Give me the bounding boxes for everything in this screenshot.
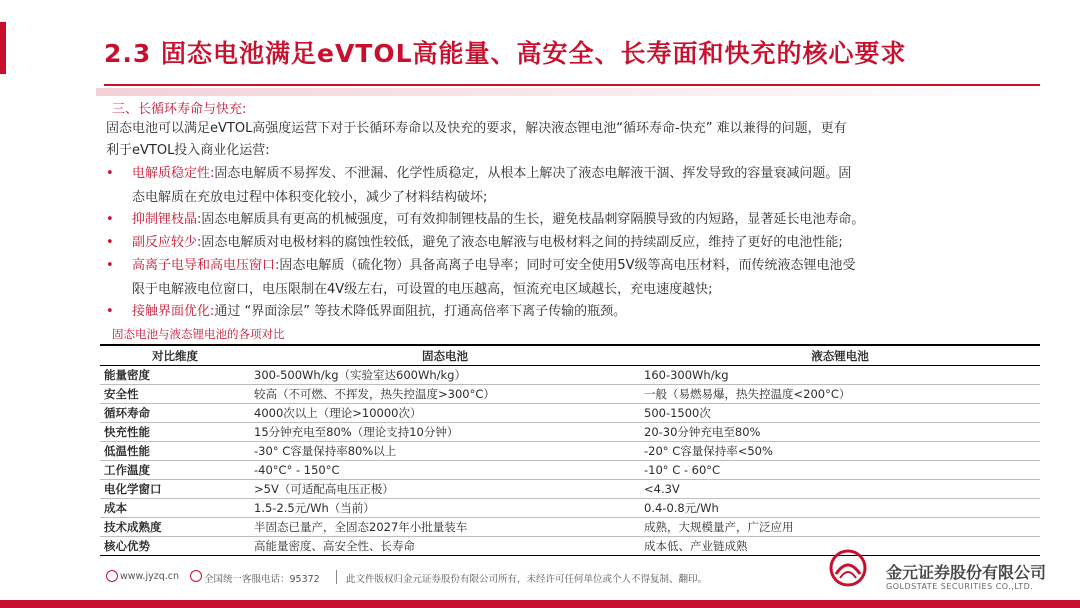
cell-liquid: 成熟，大规模量产，广泛应用	[640, 518, 1040, 537]
table-header-row	[100, 345, 1040, 366]
table-row	[100, 518, 1040, 537]
page-title: 2.3 固态电池满足eVTOL高能量、高安全、长寿面和快充的核心要求	[104, 39, 907, 68]
brand-name-en: GOLDSTATE SECURITIES CO.,LTD.	[886, 582, 1034, 591]
section-heading: 三、长循环寿命与快充:	[112, 102, 247, 117]
cell-solid: >5V（可适配高电压正极）	[250, 480, 640, 499]
bullet-mark: •	[106, 258, 114, 273]
table-row	[100, 537, 1040, 556]
bullet-mark: •	[106, 166, 114, 181]
row-label: 工作温度	[100, 461, 250, 480]
cell-solid: -30° C容量保持率80%以上	[250, 442, 640, 461]
row-label: 快充性能	[100, 423, 250, 442]
title-underline	[104, 84, 1040, 86]
footer-copyright: 此文件版权归金元证券股份有限公司所有，未经许可任何单位或个人不得复制、翻印。	[346, 574, 708, 585]
cell-solid: 半固态已量产，全固态2027年小批量装车	[250, 518, 640, 537]
cell-liquid: 20-30分钟充电至80%	[640, 423, 1040, 442]
table-row	[100, 480, 1040, 499]
phone-icon	[190, 570, 202, 582]
title-bar	[0, 0, 1080, 86]
table-row	[100, 442, 1040, 461]
bullet-text: 固态电解质具有更高的机械强度，可有效抑制锂枝晶的生长，避免枝晶刺穿隔膜导致的内短路，显著延长电池寿命。	[201, 212, 865, 227]
footer-hotline: 全国统一客服电话：95372	[204, 574, 320, 585]
intro-line-1: 固态电池可以满足eVTOL高强度运营下对于长循环寿命以及快充的要求，解决液态锂电池“循环寿命-快充” 难以兼得的问题，更有	[106, 121, 847, 136]
table-row	[100, 366, 1040, 385]
cell-solid: 高能量密度、高安全性、长寿命	[250, 537, 640, 556]
row-label: 能量密度	[100, 366, 250, 385]
table-row	[100, 404, 1040, 423]
bullet-mark: •	[106, 304, 114, 319]
bullet-text: 固态电解质不易挥发、不泄漏、化学性质稳定，从根本上解决了液态电解液干涸、挥发导致的容量衰减问题。固	[214, 166, 852, 181]
cell-liquid: 一般（易燃易爆，热失控温度<200°C）	[640, 385, 1040, 404]
bullet-head: 接触界面优化:	[132, 304, 215, 319]
table-row	[100, 499, 1040, 518]
cell-solid: 15分钟充电至80%（理论支持10分钟）	[250, 423, 640, 442]
bullet-mark: •	[106, 235, 114, 250]
header-solid-state: 固态电池	[250, 345, 640, 366]
row-label: 核心优势	[100, 537, 250, 556]
bullet-head: 电解质稳定性:	[132, 166, 215, 181]
brand-name-cn: 金元证券股份有限公司	[886, 563, 1047, 582]
title-accent-bar	[0, 22, 6, 74]
row-label: 成本	[100, 499, 250, 518]
cell-liquid: <4.3V	[640, 480, 1040, 499]
title-gradient-band	[96, 88, 1040, 96]
bullet-mark: •	[106, 212, 114, 227]
cell-solid: 较高（不可燃、不挥发，热失控温度>300°C）	[250, 385, 640, 404]
bullet-text: 通过 “界面涂层” 等技术降低界面阻抗，打通高倍率下离子传输的瓶颈。	[214, 304, 627, 319]
company-logo-icon	[828, 548, 868, 588]
comparison-table	[100, 344, 1040, 556]
cell-liquid: -20° C容量保持率<50%	[640, 442, 1040, 461]
cell-liquid: -10° C - 60°C	[640, 461, 1040, 480]
cell-liquid: 500-1500次	[640, 404, 1040, 423]
header-dimension: 对比维度	[100, 345, 250, 366]
bullet-text: 固态电解质对电极材料的腐蚀性较低，避免了液态电解液与电极材料之间的持续副反应，维持了更好的电池性能;	[201, 235, 843, 250]
row-label: 电化学窗口	[100, 480, 250, 499]
row-label: 低温性能	[100, 442, 250, 461]
footer-divider	[336, 570, 337, 584]
cell-liquid: 0.4-0.8元/Wh	[640, 499, 1040, 518]
row-label: 技术成熟度	[100, 518, 250, 537]
globe-icon	[106, 570, 118, 582]
bullet-head: 抑制锂枝晶:	[132, 212, 202, 227]
cell-solid: 300-500Wh/kg（实验室达600Wh/kg）	[250, 366, 640, 385]
cell-solid: 4000次以上（理论>10000次）	[250, 404, 640, 423]
footer-url[interactable]: www.jyzq.cn	[120, 571, 179, 582]
row-label: 循环寿命	[100, 404, 250, 423]
table-row	[100, 423, 1040, 442]
cell-liquid: 成本低、产业链成熟	[640, 537, 1040, 556]
table-row	[100, 461, 1040, 480]
cell-solid: 1.5-2.5元/Wh（当前）	[250, 499, 640, 518]
row-label: 安全性	[100, 385, 250, 404]
bullet-text-cont: 态电解质在充放电过程中体积变化较小，减少了材料结构破坏;	[132, 190, 488, 205]
table-caption: 固态电池与液态锂电池的各项对比	[112, 327, 285, 341]
bullet-text-cont: 限于电解液电位窗口，电压限制在4V级左右，可设置的电压越高，恒流充电区域越长，充电速度越快;	[132, 282, 713, 297]
cell-liquid: 160-300Wh/kg	[640, 366, 1040, 385]
bottom-stripe	[0, 600, 1080, 608]
bullet-head: 高离子电导和高电压窗口:	[132, 258, 280, 273]
intro-line-2: 利于eVTOL投入商业化运营:	[106, 143, 270, 158]
bullet-text: 固态电解质（硫化物）具备高离子电导率；同时可安全使用5V级等高电压材料，而传统液态锂电池受	[279, 258, 856, 273]
bullet-head: 副反应较少:	[132, 235, 202, 250]
cell-solid: -40°C° - 150°C	[250, 461, 640, 480]
table-row	[100, 385, 1040, 404]
header-liquid: 液态锂电池	[640, 345, 1040, 366]
